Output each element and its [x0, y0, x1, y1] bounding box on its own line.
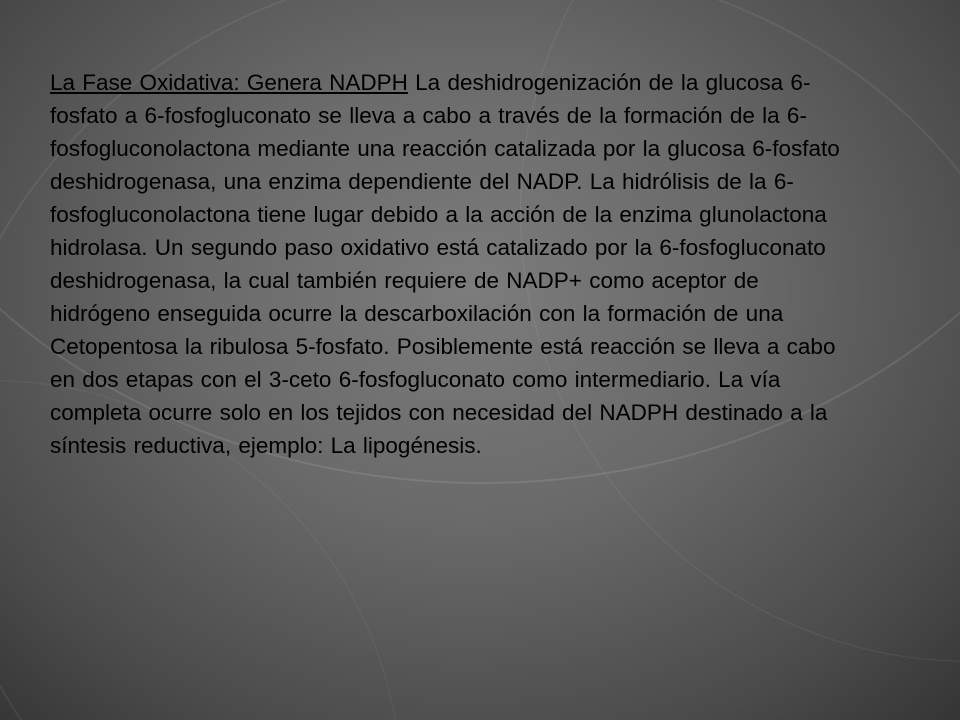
slide-body-text: La deshidrogenización de la glucosa 6-fosfato a 6-fosfogluconato se lleva a cabo a través de la formación de la 6-fosfogluconolactona mediante una reacción catalizada por la glucosa 6-fosfato deshidrogenasa, una enzima dependiente del NADP. La hidrólisis de la 6-fosfogluconolactona tiene lugar debido a la acción de la enzima glunolactona hidrolasa. Un segundo paso oxidativo está catalizado por la 6-fosfogluconato deshidrogenasa, la cual también requiere de NADP+ como aceptor de hidrógeno enseguida ocurre la descarboxilación con la formación de una Cetopentosa la ribulosa 5-fosfato. Posiblemente está reacción se lleva a cabo en dos etapas con el 3-ceto 6-fosfogluconato como intermediario. La vía completa ocurre solo en los tejidos con necesidad del NADPH destinado a la síntesis reductiva, ejemplo: La lipogénesis.	[50, 70, 840, 458]
slide-text-box	[50, 66, 850, 462]
slide-heading: La Fase Oxidativa: Genera NADPH	[50, 70, 408, 95]
